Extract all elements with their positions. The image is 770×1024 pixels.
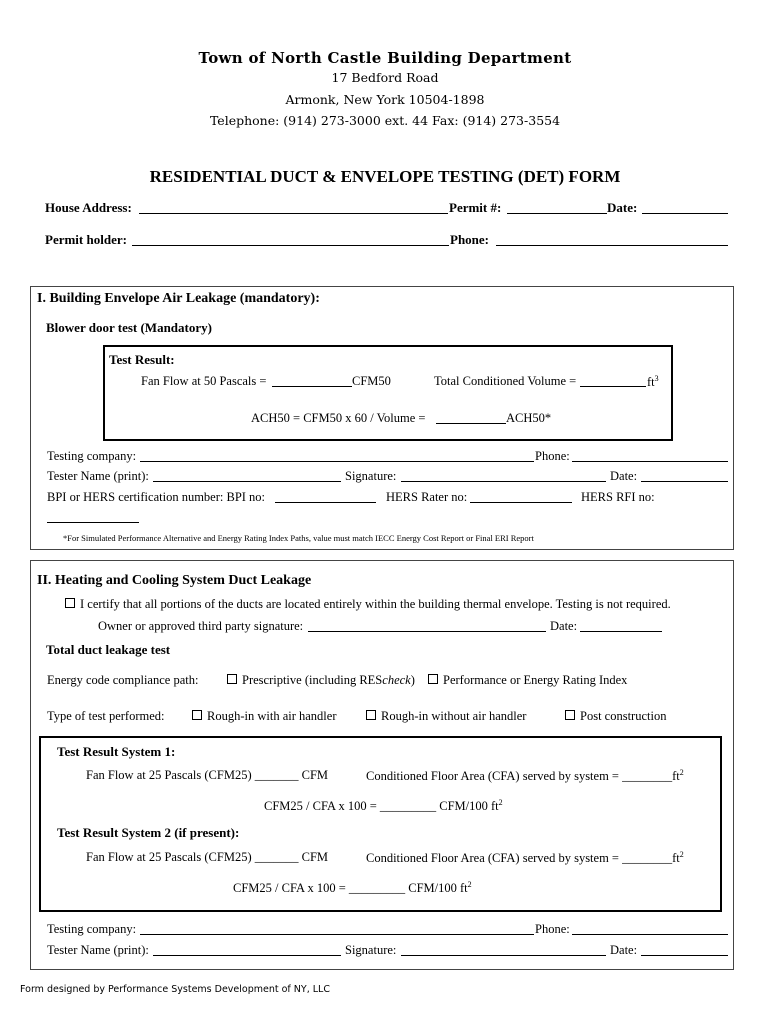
telephone-line: Telephone: (914) 273-3000 ext. 44 Fax: (914) 273-3554 xyxy=(209,113,561,128)
s2-testing-company-field[interactable] xyxy=(140,934,534,935)
form-title: RESIDENTIAL DUCT & ENVELOPE TESTING (DET) FORM xyxy=(149,167,621,186)
permit-no-field[interactable] xyxy=(507,213,607,214)
prescriptive-checkbox[interactable] xyxy=(227,674,237,684)
ach-formula: ACH50 = CFM50 x 60 / Volume = xyxy=(251,411,426,425)
blower-door-title: Blower door test (Mandatory) xyxy=(46,320,212,335)
s2-signature-label: Signature: xyxy=(345,943,397,957)
prescriptive-option[interactable]: Prescriptive (including REScheck) xyxy=(227,673,415,688)
s2-date-field[interactable] xyxy=(641,955,728,956)
total-duct-title: Total duct leakage test xyxy=(46,642,171,657)
volume-unit: $ft^3$ xyxy=(647,374,659,390)
system-2-cfm25: CFM25 / CFA x 100 = _________ CFM/100 $ft^2$ xyxy=(233,880,472,896)
s2-testing-company-label: Testing company: xyxy=(47,922,137,936)
s1-phone-label: Phone: xyxy=(535,449,570,463)
system-2-title: Test Result System 2 (if present): xyxy=(57,825,240,840)
owner-signature-field[interactable] xyxy=(308,631,546,632)
volume-field[interactable] xyxy=(580,386,646,387)
performance-checkbox[interactable] xyxy=(428,674,438,684)
post-construction-checkbox[interactable] xyxy=(565,710,575,720)
phone-field[interactable] xyxy=(496,245,728,246)
street-address: 17 Bedford Road xyxy=(331,70,439,85)
footer-credit: Form designed by Performance Systems Development of NY, LLC xyxy=(20,984,330,995)
cfm50-unit: CFM50 xyxy=(352,374,391,388)
s1-date-label: Date: xyxy=(610,469,638,483)
permit-no-label: Permit #: xyxy=(449,200,502,215)
testing-company-field[interactable] xyxy=(140,461,534,462)
s1-phone-field[interactable] xyxy=(572,461,728,462)
section-2-title: II. Heating and Cooling System Duct Leakage xyxy=(37,573,312,588)
test-result-title: Test Result: xyxy=(109,352,175,367)
rough-without-checkbox[interactable] xyxy=(366,710,376,720)
system-2-fan-flow: Fan Flow at 25 Pascals (CFM25) _______ CFM xyxy=(86,850,329,864)
footnote: *For Simulated Performance Alternative and Energy Rating Index Paths, value must match IECC Energy Cost Report or Final ERI Report xyxy=(63,533,534,543)
s2-signature-field[interactable] xyxy=(401,955,606,956)
performance-option[interactable]: Performance or Energy Rating Index xyxy=(428,673,627,688)
test-type-label: Type of test performed: xyxy=(47,709,165,723)
tester-name-label: Tester Name (print): xyxy=(47,469,149,483)
s2-tester-name-field[interactable] xyxy=(153,955,341,956)
tester-name-field[interactable] xyxy=(153,481,341,482)
house-address-field[interactable] xyxy=(139,213,448,214)
city-address: Armonk, New York 10504-1898 xyxy=(285,92,485,107)
signature-label: Signature: xyxy=(345,469,397,483)
post-construction-option[interactable]: Post construction xyxy=(565,709,666,724)
hers-rater-field[interactable] xyxy=(470,502,572,503)
s2-date-label: Date: xyxy=(610,943,638,957)
fan-flow-50-label: Fan Flow at 50 Pascals = xyxy=(141,374,267,388)
house-address-label: House Address: xyxy=(45,200,132,215)
owner-date-label: Date: xyxy=(550,619,578,633)
compliance-path-label: Energy code compliance path: xyxy=(47,673,199,687)
bpi-no-field[interactable] xyxy=(275,502,376,503)
hers-rater-label: HERS Rater no: xyxy=(386,490,468,504)
test-result-box xyxy=(103,345,673,441)
s1-date-field[interactable] xyxy=(641,481,728,482)
rough-without-option[interactable]: Rough-in without air handler xyxy=(366,709,526,724)
system-1-title: Test Result System 1: xyxy=(57,744,176,759)
rough-with-checkbox[interactable] xyxy=(192,710,202,720)
system-1-cfm25: CFM25 / CFA x 100 = _________ CFM/100 $ft^2$ xyxy=(264,798,503,814)
volume-label: Total Conditioned Volume = xyxy=(434,374,577,388)
rough-with-option[interactable]: Rough-in with air handler xyxy=(192,709,337,724)
testing-company-label: Testing company: xyxy=(47,449,137,463)
owner-signature-label: Owner or approved third party signature: xyxy=(98,619,304,633)
signature-field[interactable] xyxy=(401,481,606,482)
owner-date-field[interactable] xyxy=(580,631,662,632)
org-name: Town of North Castle Building Department xyxy=(198,49,572,67)
ach50-field[interactable] xyxy=(436,423,506,424)
hers-rfi-label: HERS RFI no: xyxy=(581,490,655,504)
certify-statement: I certify that all portions of the ducts are located entirely within the building thermal envelope. Testing is not required. xyxy=(65,597,671,612)
s2-phone-field[interactable] xyxy=(572,934,728,935)
section-1-title: I. Building Envelope Air Leakage (mandatory): xyxy=(37,291,320,306)
certify-checkbox[interactable] xyxy=(65,598,75,608)
permit-holder-label: Permit holder: xyxy=(45,232,127,247)
date-field[interactable] xyxy=(642,213,728,214)
phone-label: Phone: xyxy=(450,232,489,247)
date-label: Date: xyxy=(607,200,638,215)
system-1-cfa: Conditioned Floor Area (CFA) served by system = $\_\_\_\_\_\_\_\_ft^2$ xyxy=(366,768,684,784)
bpi-label: BPI or HERS certification number: BPI no: xyxy=(47,490,266,504)
s2-tester-name-label: Tester Name (print): xyxy=(47,943,149,957)
permit-holder-field[interactable] xyxy=(132,245,449,246)
cfm50-field[interactable] xyxy=(272,386,352,387)
system-2-cfa: Conditioned Floor Area (CFA) served by system = $\_\_\_\_\_\_\_\_ft^2$ xyxy=(366,850,684,866)
ach50-unit: ACH50* xyxy=(506,411,552,425)
s2-phone-label: Phone: xyxy=(535,922,570,936)
hers-rfi-field[interactable] xyxy=(47,522,139,523)
system-1-fan-flow: Fan Flow at 25 Pascals (CFM25) _______ CFM xyxy=(86,768,329,782)
